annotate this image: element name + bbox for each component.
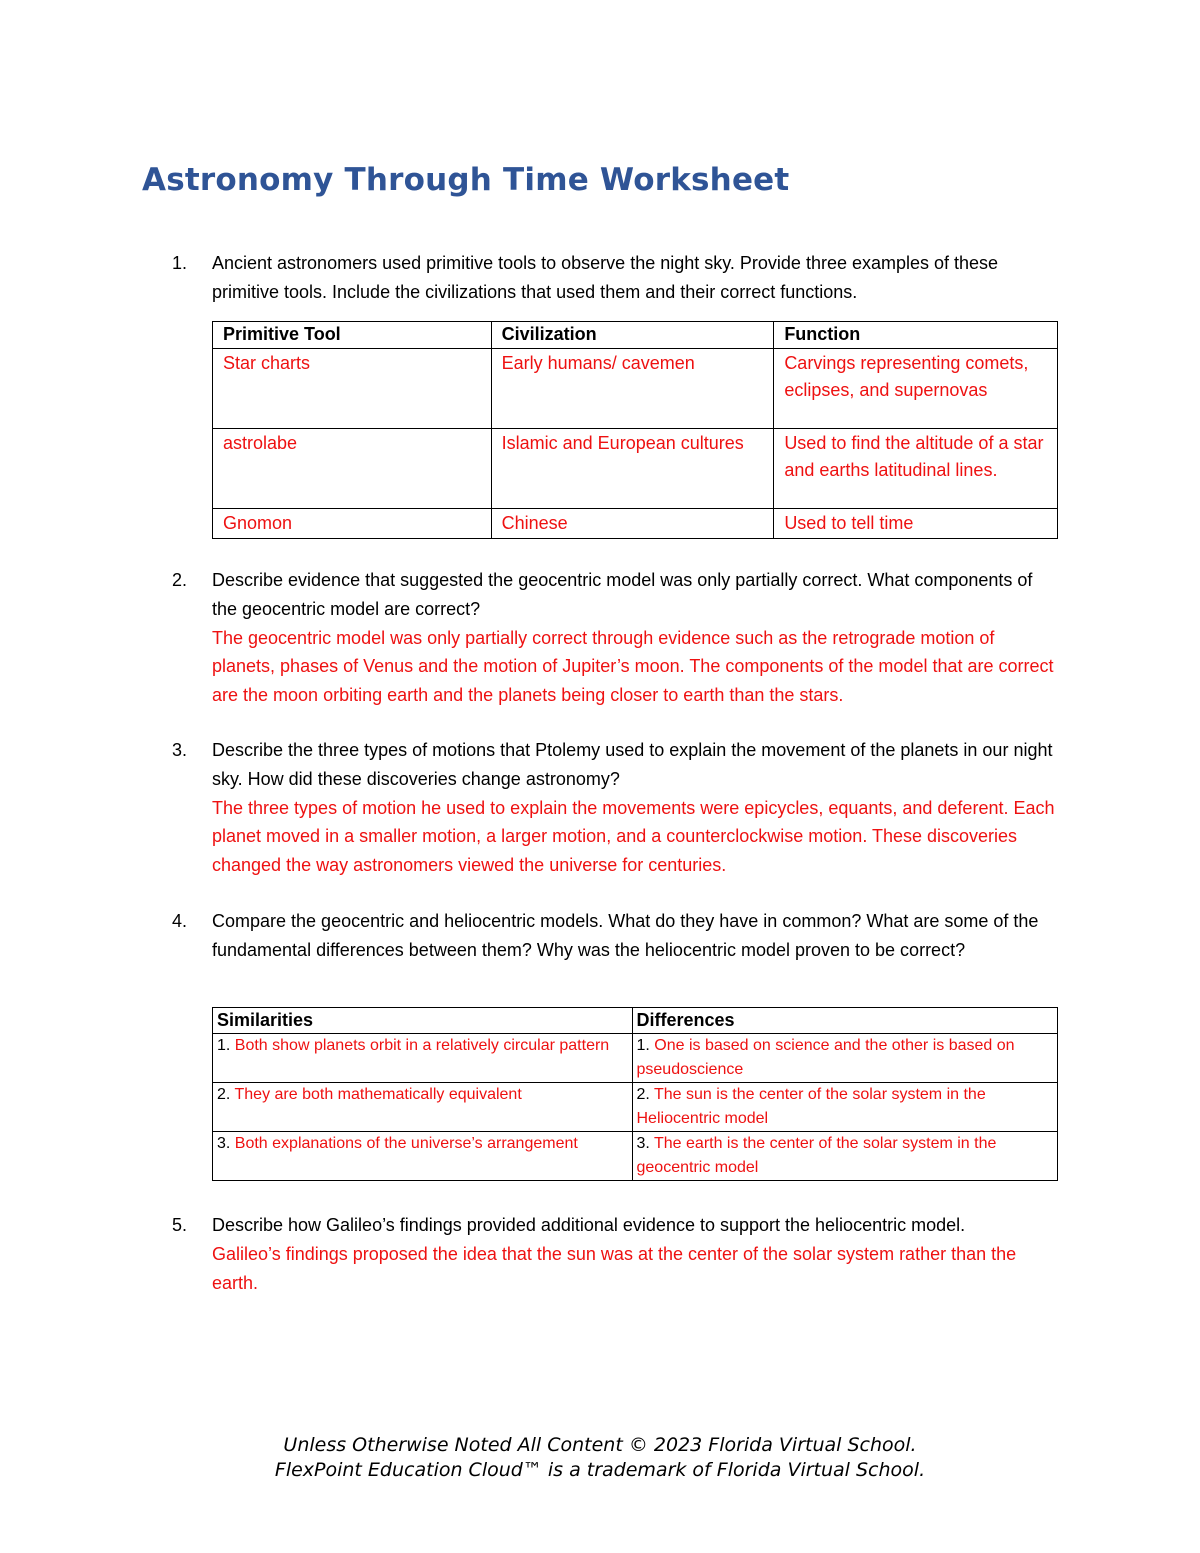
table-cell	[632, 1132, 1058, 1181]
question-2	[172, 566, 1062, 710]
table-cell: Used to find the altitude of a star and earths latitudinal lines.	[774, 429, 1058, 509]
table-row	[213, 1132, 1058, 1181]
table-row	[213, 349, 1058, 429]
table-row	[213, 429, 1058, 509]
page-title: Astronomy Through Time Worksheet	[142, 162, 790, 198]
question-prompt: Describe how Galileo’s findings provided additional evidence to support the heliocentric model.	[212, 1215, 966, 1235]
table-cell	[213, 1132, 633, 1181]
column-header: Primitive Tool	[213, 322, 492, 349]
item-number: 3.	[217, 1135, 231, 1152]
question-number: 2.	[172, 570, 188, 590]
table-cell	[213, 1083, 633, 1132]
answer-text: Galileo’s findings proposed the idea that the sun was at the center of the solar system rather than the earth.	[212, 1243, 1017, 1293]
answer-text: The three types of motion he used to explain the movements were epicycles, equants, and deferent. Each planet moved in a smaller motion, a larger motion, and a counterclockwise motion. These discoveries changed the way astronomers viewed the universe for centuries.	[212, 797, 1055, 876]
item-number: 2.	[217, 1086, 231, 1103]
column-header: Function	[774, 322, 1058, 349]
question-number: 5.	[172, 1215, 188, 1235]
page-footer	[0, 1433, 1200, 1483]
cell-text: Both show planets orbit in a relatively circular pattern	[230, 1037, 610, 1054]
item-number: 1.	[636, 1037, 650, 1054]
question-number: 4.	[172, 911, 188, 931]
item-number: 2.	[636, 1086, 650, 1103]
table-cell: Chinese	[491, 509, 774, 539]
column-header: Similarities	[213, 1008, 633, 1034]
column-header: Differences	[632, 1008, 1058, 1034]
table-cell	[213, 1034, 633, 1083]
question-3	[172, 736, 1062, 880]
question-1	[172, 249, 1062, 307]
question-prompt: Describe evidence that suggested the geocentric model was only partially correct. What components of the geocentric model are correct?	[212, 570, 1033, 619]
cell-text: They are both mathematically equivalent	[230, 1086, 522, 1103]
table-header-row	[213, 1008, 1058, 1034]
table-row	[213, 1083, 1058, 1132]
column-header: Civilization	[491, 322, 774, 349]
table-cell: Islamic and European cultures	[491, 429, 774, 509]
table-cell	[632, 1034, 1058, 1083]
question-prompt: Describe the three types of motions that Ptolemy used to explain the movement of the planets in our night sky. How did these discoveries change astronomy?	[212, 740, 1053, 789]
footer-trademark: FlexPoint Education Cloud™ is a trademark of Florida Virtual School.	[274, 1459, 926, 1481]
question-number: 3.	[172, 740, 188, 760]
table-cell: Early humans/ cavemen	[491, 349, 774, 429]
table-header-row	[213, 322, 1058, 349]
table-cell: astrolabe	[213, 429, 492, 509]
table-row	[213, 1034, 1058, 1083]
footer-copyright: Unless Otherwise Noted All Content © 2023 Florida Virtual School.	[283, 1434, 917, 1456]
table-cell: Carvings representing comets, eclipses, and supernovas	[774, 349, 1058, 429]
question-prompt: Ancient astronomers used primitive tools to observe the night sky. Provide three examples of these primitive tools. Include the civilizations that used them and their correct functions.	[212, 253, 999, 302]
question-5	[172, 1211, 1062, 1297]
question-prompt: Compare the geocentric and heliocentric models. What do they have in common? What are some of the fundamental differences between them? Why was the heliocentric model proven to be correct?	[212, 911, 1039, 960]
cell-text: The sun is the center of the solar system in the Heliocentric model	[636, 1086, 986, 1127]
cell-text: The earth is the center of the solar system in the geocentric model	[636, 1135, 997, 1176]
answer-text: The geocentric model was only partially correct through evidence such as the retrograde motion of planets, phases of Venus and the motion of Jupiter’s moon. The components of the model that are correct are the moon orbiting earth and the planets being closer to earth than the stars.	[212, 627, 1054, 706]
question-number: 1.	[172, 253, 188, 273]
cell-text: Both explanations of the universe’s arrangement	[230, 1135, 578, 1152]
cell-text: One is based on science and the other is based on pseudoscience	[636, 1037, 1015, 1078]
table-cell: Gnomon	[213, 509, 492, 539]
item-number: 3.	[636, 1135, 650, 1152]
table-cell	[632, 1083, 1058, 1132]
primitive-tools-table	[212, 321, 1058, 539]
question-4	[172, 907, 1062, 965]
item-number: 1.	[217, 1037, 231, 1054]
table-cell: Used to tell time	[774, 509, 1058, 539]
table-row	[213, 509, 1058, 539]
comparison-table	[212, 1007, 1058, 1181]
table-cell: Star charts	[213, 349, 492, 429]
